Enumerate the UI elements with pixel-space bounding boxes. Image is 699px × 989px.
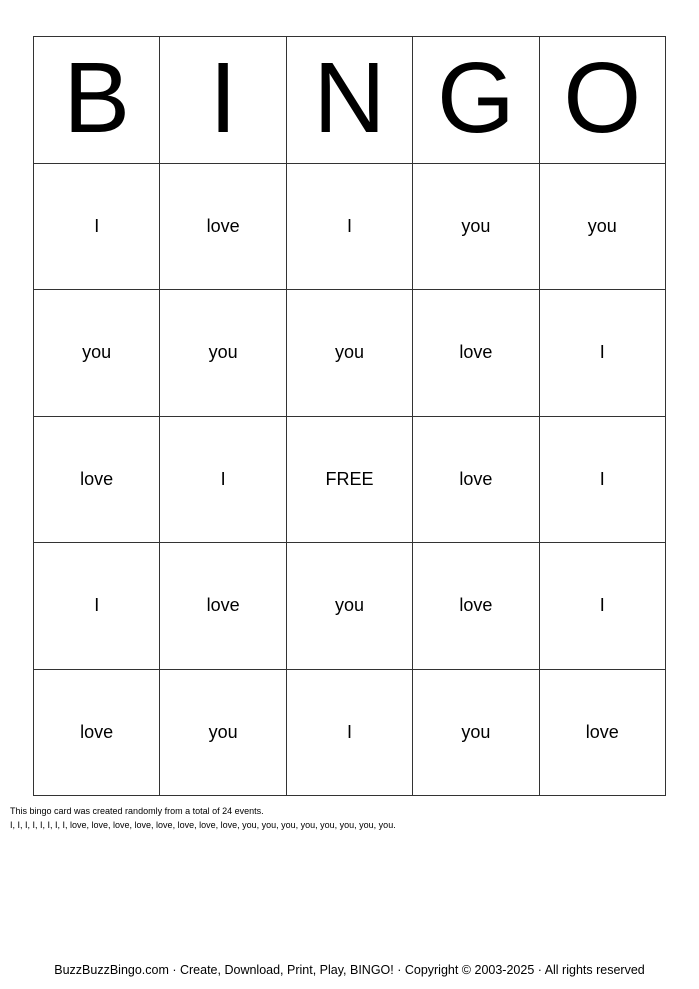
bingo-cell: love (413, 543, 539, 670)
bingo-card (33, 36, 666, 796)
bingo-cell: I (287, 164, 413, 291)
header-letter-n: N (287, 37, 413, 164)
bingo-cell: love (413, 417, 539, 544)
header-letter-b: B (34, 37, 160, 164)
event-list-note: I, I, I, I, I, I, I, I, love, love, love, love, love, love, love, love, you, you, you, you, you, you, you, you. (10, 820, 396, 830)
card-info-note: This bingo card was created randomly from a total of 24 events. (10, 806, 264, 816)
bingo-cell: you (540, 164, 666, 291)
bingo-cell: I (160, 417, 286, 544)
bingo-cell: love (540, 670, 666, 797)
bingo-cell: I (34, 543, 160, 670)
bingo-cell: love (413, 290, 539, 417)
free-space-cell: FREE (287, 417, 413, 544)
bingo-cell: I (287, 670, 413, 797)
bingo-cell: you (287, 543, 413, 670)
bingo-cell: you (160, 290, 286, 417)
header-letter-o: O (540, 37, 666, 164)
bingo-cell: you (287, 290, 413, 417)
bingo-cell: I (540, 417, 666, 544)
bingo-cell: love (160, 164, 286, 291)
bingo-cell: love (34, 670, 160, 797)
bingo-cell: you (34, 290, 160, 417)
bingo-cell: love (160, 543, 286, 670)
header-letter-g: G (413, 37, 539, 164)
bingo-cell: you (413, 670, 539, 797)
bingo-cell: you (413, 164, 539, 291)
bingo-cell: I (540, 290, 666, 417)
page-footer: BuzzBuzzBingo.com · Create, Download, Print, Play, BINGO! · Copyright © 2003-2025 · All rights reserved (54, 963, 645, 977)
header-letter-i: I (160, 37, 286, 164)
bingo-cell: I (540, 543, 666, 670)
bingo-cell: love (34, 417, 160, 544)
bingo-cell: you (160, 670, 286, 797)
bingo-cell: I (34, 164, 160, 291)
